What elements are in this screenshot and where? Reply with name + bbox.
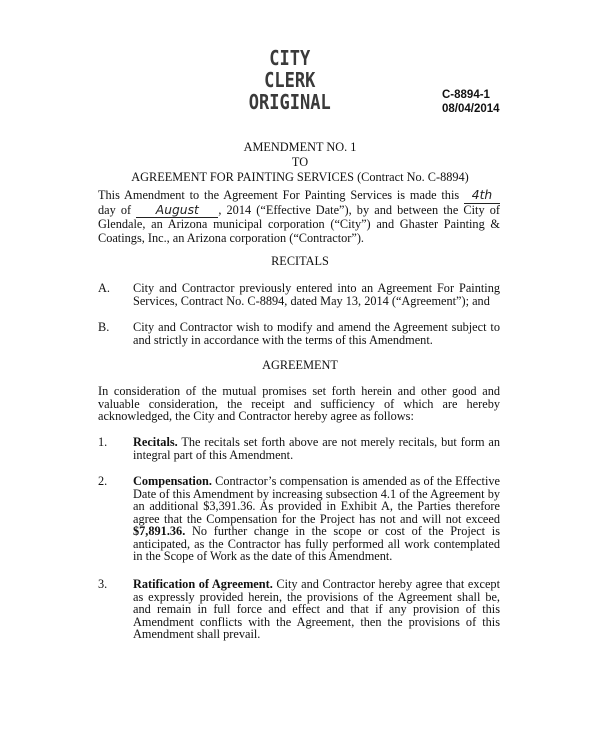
agreement-item <box>98 578 500 641</box>
city-clerk-original-stamp <box>243 47 337 113</box>
recitals-heading: RECITALS <box>271 254 329 268</box>
stamp-line-1: CITY CLERK <box>264 46 316 92</box>
agreement-item-title: Compensation. <box>133 474 212 488</box>
handwritten-month: August <box>136 204 218 219</box>
agreement-item-text: City and Contractor hereby agree that except as expressly provided herein, the provisions of the Agreement shall be, and remain in full force and effect and that if any provision of this Amendment conflicts with the Agreement, then the provisions of this Amendment shall prevail. <box>133 577 500 641</box>
agreement-item-marker: 2. <box>98 474 108 488</box>
recital-marker: B. <box>98 320 110 334</box>
agreement-item-text: Contractor’s compensation is amended as of the Effective Date of this Amendment by increasing subsection 4.1 of the Agreement by an additional $3,391.36. As provided in Exhibit A, the Parties therefore agree that the Compensation for the Project has not and will not exceed <box>133 474 500 526</box>
intro-text-3: , 2014 (“Effective Date”), by and between the City of Glendale, an Arizona municipal corporation (“City”) and Ghaster Painting & Coatings, Inc., an Arizona corporation (“Contractor”). <box>98 202 500 245</box>
agreement-item-marker: 1. <box>98 435 108 449</box>
agreement-item-marker: 3. <box>98 577 108 591</box>
intro-text-1: This Amendment to the Agreement For Painting Services is made this <box>98 188 460 202</box>
title-line-1: AMENDMENT NO. 1 <box>243 140 357 154</box>
title-line-2: TO <box>291 155 309 169</box>
document-title <box>60 140 540 185</box>
recital-marker: A. <box>98 281 110 295</box>
agreement-preamble: In consideration of the mutual promises set forth herein and other good and valuable consideration, the receipt and sufficiency of which are hereby acknowledged, the City and Contractor hereby agree as follows: <box>98 384 500 423</box>
agreement-item-title: Recitals. <box>133 435 178 449</box>
intro-paragraph <box>98 189 500 245</box>
agreement-item-title: Ratification of Agreement. <box>133 577 273 591</box>
recital-item <box>98 321 500 348</box>
agreement-item <box>98 475 500 563</box>
recital-text: City and Contractor previously entered into an Agreement For Painting Services, Contract No. C-8894, dated May 13, 2014 (“Agreement”); and <box>133 281 500 309</box>
recital-text: City and Contractor wish to modify and amend the Agreement subject to and strictly in accordance with the terms of this Amendment. <box>133 320 500 348</box>
intro-text-2: day of <box>98 202 132 217</box>
handwritten-day: 4th <box>464 189 500 204</box>
agreement-heading: AGREEMENT <box>262 358 338 372</box>
agreement-item-text-after: No further change in the scope or cost of the Project is anticipated, as the Contractor has fully performed all work contemplated in the Scope of Work as the date of this Amendment. <box>133 524 501 563</box>
title-line-3: AGREEMENT FOR PAINTING SERVICES (Contract No. C-8894) <box>131 170 469 184</box>
contract-number: C-8894-1 <box>442 89 490 101</box>
agreement-item-text: The recitals set forth above are not merely recitals, but form an integral part of this Amendment. <box>133 435 500 463</box>
compensation-amount: $7,891.36. <box>133 524 186 538</box>
recital-item <box>98 282 500 309</box>
reference-date: 08/04/2014 <box>442 103 500 115</box>
stamp-line-2: ORIGINAL <box>248 90 331 114</box>
document-reference <box>442 88 500 116</box>
agreement-item <box>98 436 500 463</box>
